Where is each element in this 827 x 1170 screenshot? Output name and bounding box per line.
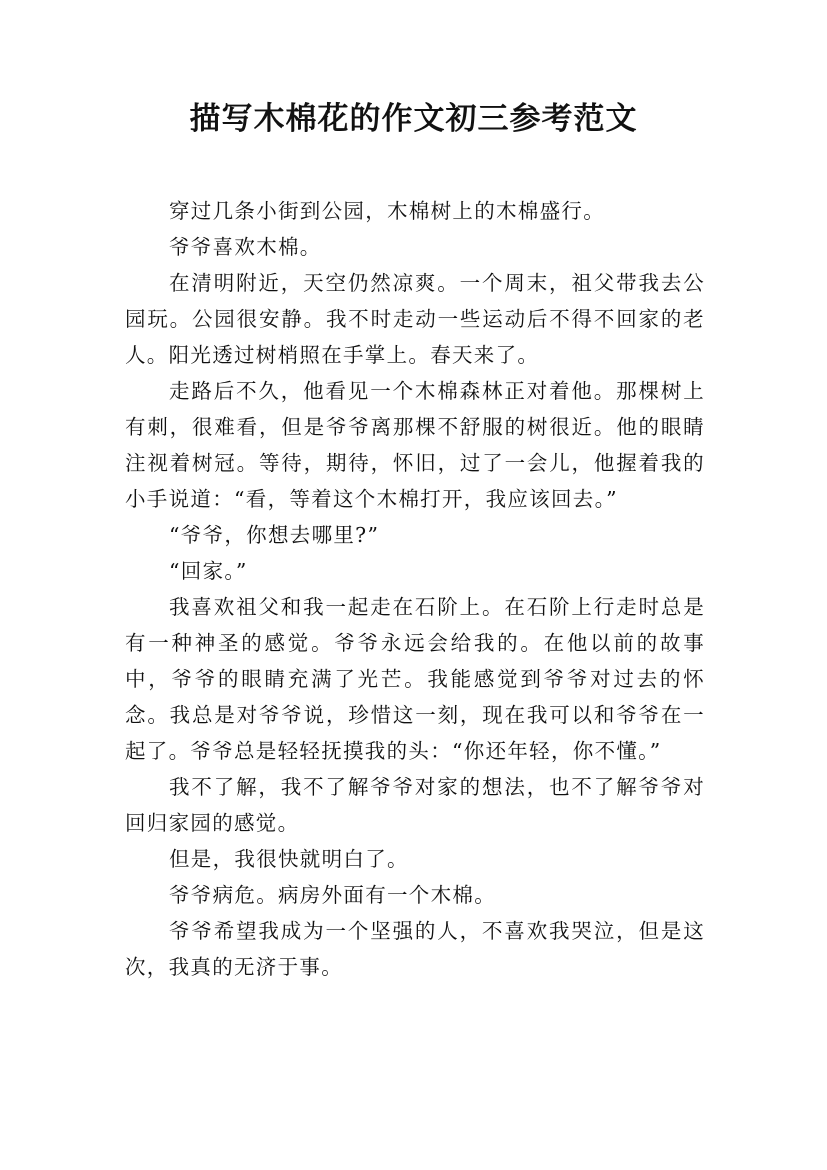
paragraph: 在清明附近，天空仍然凉爽。一个周末，祖父带我去公园玩。公园很安静。我不时走动一些运动后不得不回家的老人。阳光透过树梢照在手掌上。春天来了。 xyxy=(125,271,705,367)
paragraph: 但是，我很快就明白了。 xyxy=(169,847,409,871)
paragraph: “回家。” xyxy=(169,559,248,583)
paragraph: 爷爷希望我成为一个坚强的人，不喜欢我哭泣，但是这次，我真的无济于事。 xyxy=(125,919,705,979)
paragraph: 穿过几条小街到公园，木棉树上的木棉盛行。 xyxy=(169,199,605,223)
paragraph: “爷爷，你想去哪里?” xyxy=(169,523,380,547)
document-title: 描写木棉花的作文初三参考范文 xyxy=(189,101,638,137)
document-body xyxy=(125,193,705,985)
paragraph: 我不了解，我不了解爷爷对家的想法，也不了解爷爷对回归家园的感觉。 xyxy=(125,775,705,835)
paragraph: 爷爷喜欢木棉。 xyxy=(169,235,322,259)
paragraph: 走路后不久，他看见一个木棉森林正对着他。那棵树上有刺，很难看，但是爷爷离那棵不舒服的树很近。他的眼睛注视着树冠。等待，期待，怀旧，过了一会儿，他握着我的小手说道：“看，等着这个木棉打开，我应该回去。” xyxy=(125,379,705,511)
paragraph: 我喜欢祖父和我一起走在石阶上。在石阶上行走时总是有一种神圣的感觉。爷爷永远会给我的。在他以前的故事中，爷爷的眼睛充满了光芒。我能感觉到爷爷对过去的怀念。我总是对爷爷说，珍惜这一刻，现在我可以和爷爷在一起了。爷爷总是轻轻抚摸我的头：“你还年轻，你不懂。” xyxy=(125,595,705,763)
paragraph: 爷爷病危。病房外面有一个木棉。 xyxy=(169,883,496,907)
